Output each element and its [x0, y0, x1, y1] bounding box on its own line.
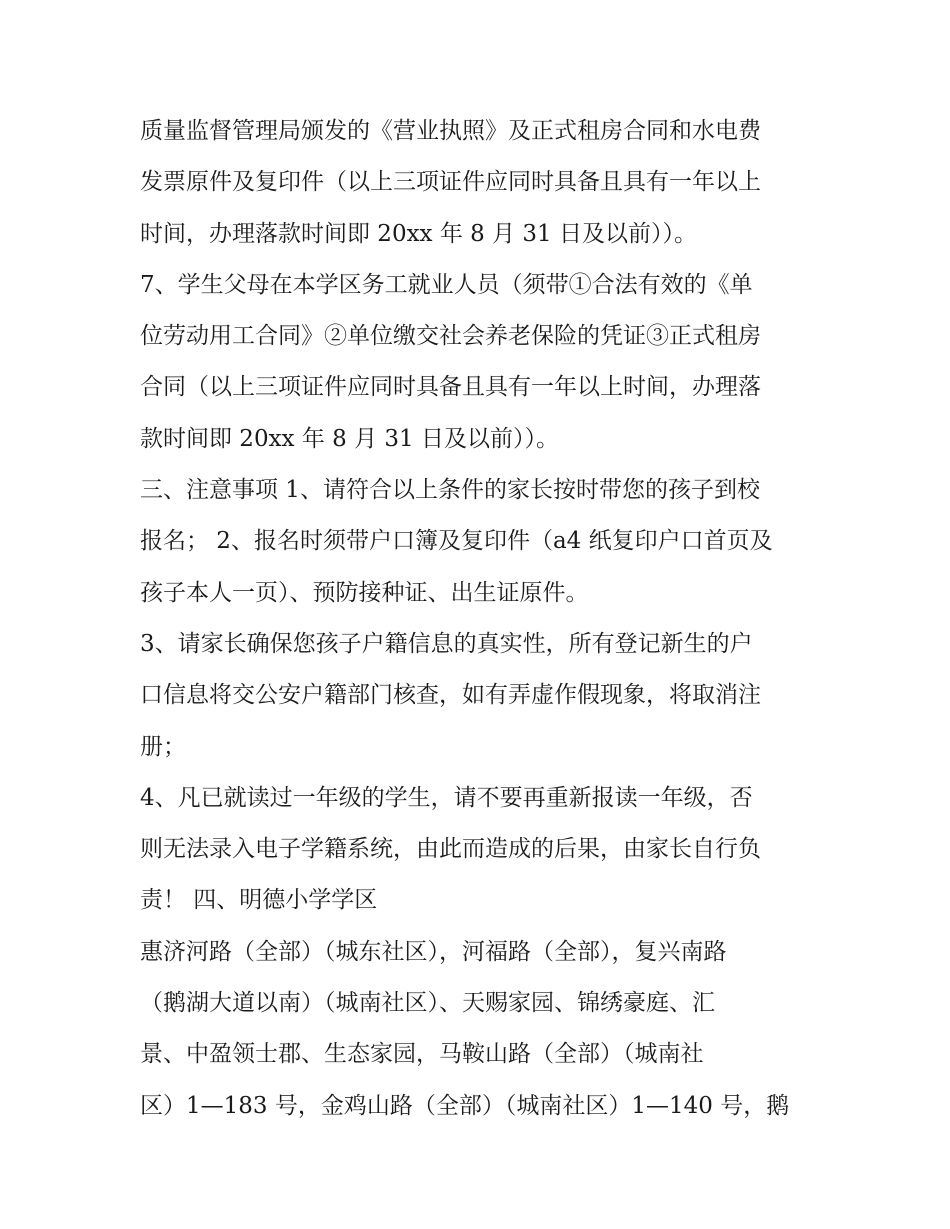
- text-line: 合同（以上三项证件应同时具备且具有一年以上时间，办理落: [140, 374, 761, 401]
- text-line: 位劳动用工合同》②单位缴交社会养老保险的凭证③正式租房: [140, 323, 761, 350]
- text-line: 款时间即 20xx 年 8 月 31 日及以前））。: [140, 425, 559, 452]
- text-line: 4、凡已就读过一年级的学生，请不要再重新报读一年级，否: [140, 784, 753, 811]
- text-line: 质量监督管理局颁发的《营业执照》及正式租房合同和水电费: [140, 118, 761, 144]
- text-line: 口信息将交公安户籍部门核查，如有弄虚作假现象，将取消注: [140, 682, 761, 709]
- text-line: （鹅湖大道以南）（城南社区）、天赐家园、锦绣豪庭、汇: [140, 990, 715, 1017]
- text-line: 孩子本人一页）、预防接种证、出生证原件。: [140, 579, 589, 606]
- text-line: 则无法录入电子学籍系统，由此而造成的后果，由家长自行负: [140, 836, 761, 863]
- text-line: 3、请家长确保您孩子户籍信息的真实性，所有登记新生的户: [140, 630, 753, 657]
- text-line: 景、中盈领士郡、生态家园，马鞍山路（全部）（城南社: [140, 1041, 704, 1068]
- text-line: 区）1—183 号，金鸡山路（全部）（城南社区）1—140 号，鹅: [140, 1092, 790, 1119]
- document-body: [140, 106, 820, 1132]
- text-line: 报名； 2、报名时须带户口簿及复印件（a4 纸复印户口首页及: [140, 528, 773, 555]
- text-line: 7、学生父母在本学区务工就业人员（须带①合法有效的《单: [140, 271, 753, 298]
- text-line: 三、注意事项 1、请符合以上条件的家长按时带您的孩子到校: [140, 477, 760, 504]
- text-line: 时间，办理落款时间即 20xx 年 8 月 31 日及以前））。: [140, 220, 697, 247]
- text-line: 责！ 四、明德小学学区: [140, 887, 378, 914]
- text-line: 发票原件及复印件（以上三项证件应同时具备且具有一年以上: [140, 169, 761, 196]
- text-line: 册；: [140, 733, 186, 760]
- text-line: 惠济河路（全部）（城东社区），河福路（全部），复兴南路: [140, 938, 727, 965]
